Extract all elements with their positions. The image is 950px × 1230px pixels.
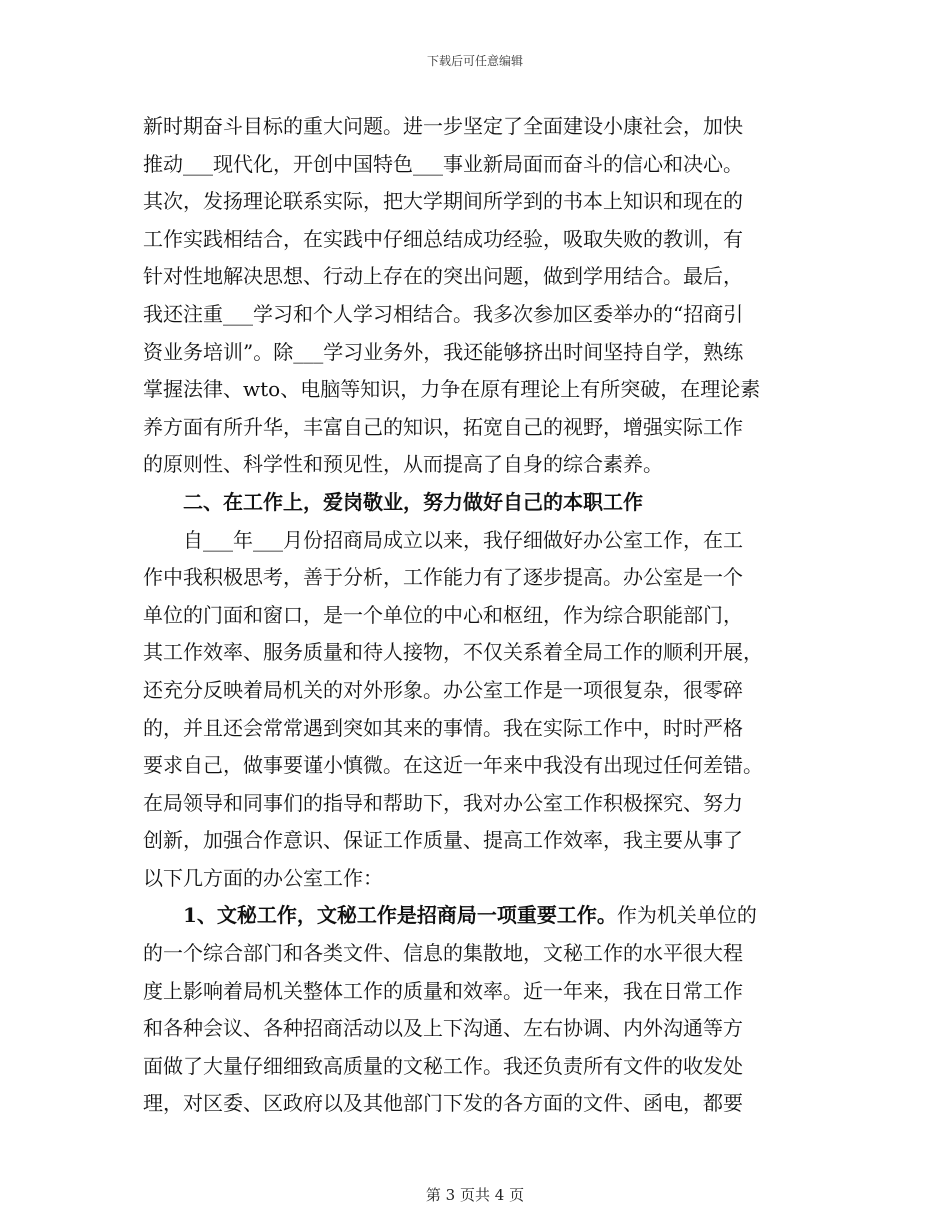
body-line: 以下几方面的办公室工作： xyxy=(143,865,383,890)
body-line: 推动___现代化，开创中国特色___事业新局面而奋斗的信心和决心。 xyxy=(143,151,743,176)
body-line: 掌握法律、wto、电脑等知识，力争在原有理论上有所突破，在理论素 xyxy=(143,377,761,402)
document-body xyxy=(143,108,826,1123)
body-line: 资业务培训”。除___学习业务外，我还能够挤出时间坚持自学，熟练 xyxy=(143,339,744,364)
body-line: 养方面有所升华，丰富自己的知识，拓宽自己的视野，增强实际工作 xyxy=(143,414,743,439)
body-line: 和各种会议、各种招商活动以及上下沟通、左右协调、内外沟通等方 xyxy=(143,1016,743,1041)
body-line: 的原则性、科学性和预见性，从而提高了自身的综合素养。 xyxy=(143,452,663,477)
body-line: 还充分反映着局机关的对外形象。办公室工作是一项很复杂，很零碎 xyxy=(143,677,743,702)
section-heading: 二、在工作上，爱岗敬业，努力做好自己的本职工作 xyxy=(183,489,643,514)
body-line: 要求自己，做事要谨小慎微。在这近一年来中我没有出现过任何差错。 xyxy=(143,753,763,778)
body-line: 新时期奋斗目标的重大问题。进一步坚定了全面建设小康社会，加快 xyxy=(143,114,743,138)
body-line: 针对性地解决思想、行动上存在的突出问题，做到学用结合。最后， xyxy=(143,264,743,289)
body-line: 面做了大量仔细细致高质量的文秘工作。我还负责所有文件的收发处 xyxy=(143,1053,743,1078)
body-line xyxy=(143,897,826,935)
body-line: 作中我积极思考，善于分析，工作能力有了逐步提高。办公室是一个 xyxy=(143,565,743,590)
body-line: 我还注重___学习和个人学习相结合。我多次参加区委举办的“招商引 xyxy=(143,301,744,326)
body-line: 其次，发扬理论联系实际，把大学期间所学到的书本上知识和现在的 xyxy=(143,189,743,214)
body-line: 的一个综合部门和各类文件、信息的集散地，文秘工作的水平很大程 xyxy=(143,941,743,966)
subsection-heading: 1、文秘工作，文秘工作是招商局一项重要工作。 xyxy=(183,903,617,928)
body-line: 理，对区委、区政府以及其他部门下发的各方面的文件、函电，都要 xyxy=(143,1091,743,1116)
body-line: 单位的门面和窗口，是一个单位的中心和枢纽，作为综合职能部门， xyxy=(143,602,743,627)
page-header: 下载后可任意编辑 xyxy=(426,54,523,68)
body-line: 其工作效率、服务质量和待人接物，不仅关系着全局工作的顺利开展， xyxy=(143,640,763,665)
body-line: 在局领导和同事们的指导和帮助下，我对办公室工作积极探究、努力 xyxy=(143,790,743,815)
body-line: 自___年___月份招商局成立以来，我仔细做好办公室工作，在工 xyxy=(183,527,743,552)
body-line: 的，并且还会常常遇到突如其来的事情。我在实际工作中，时时严格 xyxy=(143,715,743,740)
body-line: 工作实践相结合，在实践中仔细总结成功经验，吸取失败的教训，有 xyxy=(143,226,743,251)
page-number: 第 3 页共 4 页 xyxy=(425,1186,525,1204)
body-line: 创新，加强合作意识、保证工作质量、提高工作效率，我主要从事了 xyxy=(143,828,743,853)
body-line: 度上影响着局机关整体工作的质量和效率。近一年来，我在日常工作 xyxy=(143,978,743,1003)
body-text: 作为机关单位的 xyxy=(616,903,757,928)
